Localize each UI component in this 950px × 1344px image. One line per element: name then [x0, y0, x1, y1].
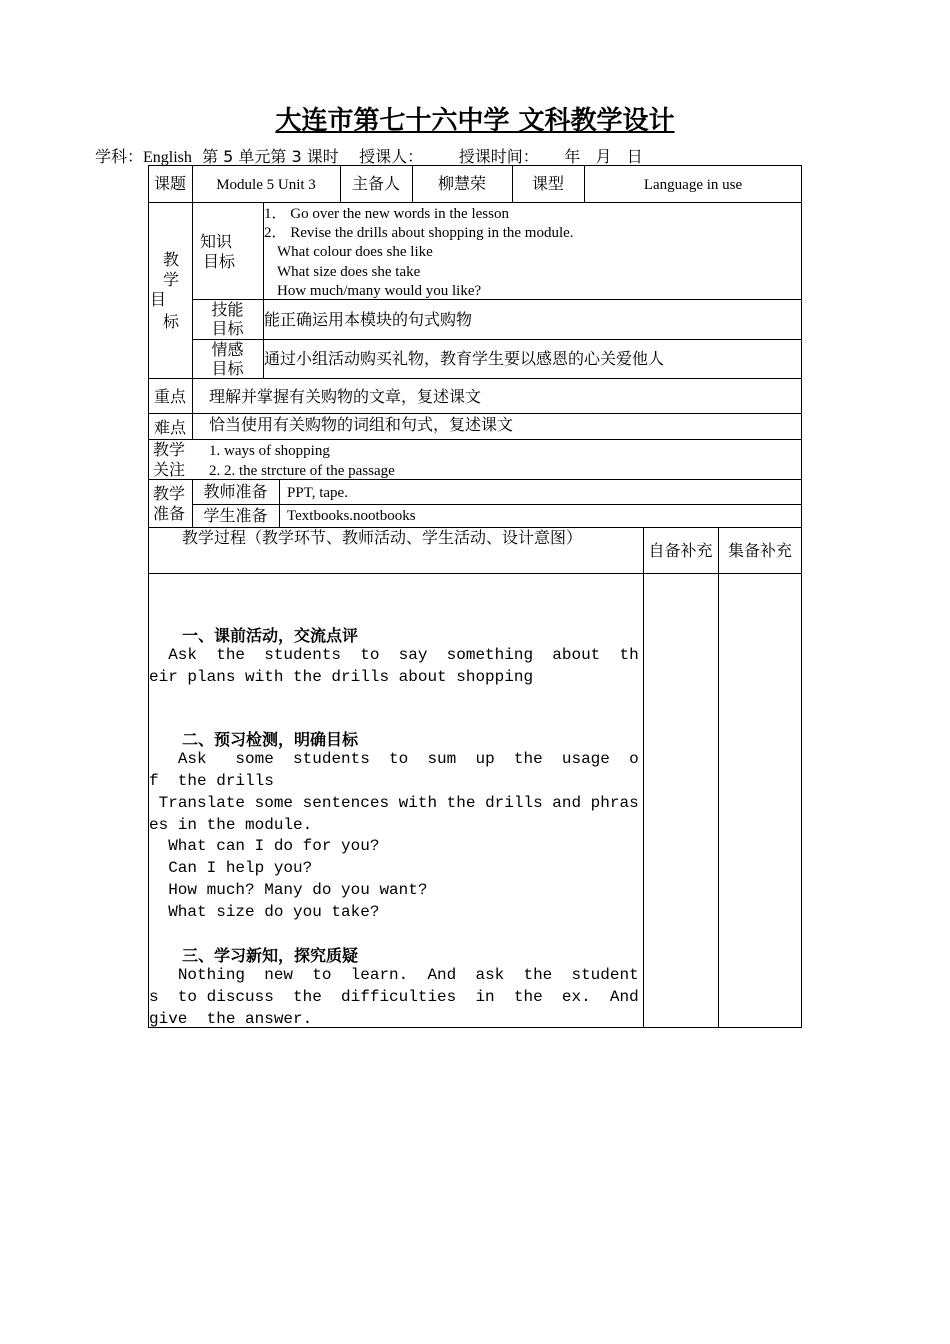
section-2-text: Ask some students to sum up the usage of the drills [149, 750, 639, 790]
section-3-text: Nothing new to learn. And ask the students to discuss the difficulties in the ex. And give the answer. [149, 966, 658, 1028]
row-divider [148, 413, 802, 414]
process-header: 教学过程（教学环节、教师活动、学生活动、设计意图） [182, 528, 583, 547]
focus-label: 关注 [153, 460, 186, 479]
date-label: 授课时间： [458, 147, 539, 166]
section-2-question: What size do you take? [149, 903, 380, 921]
knowledge-line: 2． Revise the drills about shopping in the module. [264, 225, 574, 241]
lead-value: 柳慧荣 [437, 174, 486, 193]
preparation-label: 准备 [153, 504, 186, 523]
col-divider [718, 527, 719, 1028]
type-label: 课型 [531, 174, 564, 193]
skill-label: 目标 [211, 319, 244, 338]
day-label: 日 [626, 147, 643, 166]
key-point-text: 理解并掌握有关购物的文章，复述课文 [209, 387, 482, 406]
emotion-label: 目标 [211, 359, 244, 378]
row-divider [192, 339, 802, 340]
emotion-label: 情感 [211, 340, 244, 359]
teacher-prep-label: 教师准备 [203, 482, 268, 501]
col-divider [192, 378, 193, 440]
knowledge-line: How much/many would you like? [277, 283, 482, 299]
knowledge-label: 目标 [203, 252, 236, 271]
meta-line [95, 144, 643, 167]
objectives-label-char: 教 [163, 250, 180, 269]
col-divider [643, 527, 644, 1028]
difficulty-label: 难点 [153, 418, 186, 437]
topic-label: 课题 [153, 174, 186, 193]
skill-text: 能正确运用本模块的句式购物 [264, 310, 473, 329]
row-divider [148, 573, 802, 574]
row-divider [148, 202, 802, 203]
student-prep-value: Textbooks.nootbooks [287, 508, 416, 524]
focus-line: 2. 2. the strcture of the passage [209, 463, 395, 479]
objectives-label-char: 标 [163, 312, 180, 331]
section-3-title: 三、学习新知，探究质疑 [182, 946, 359, 965]
focus-line: 1. ways of shopping [209, 443, 330, 459]
month-label: 月 [595, 147, 612, 166]
preparation-label: 教学 [153, 484, 186, 503]
focus-label: 教学 [153, 440, 186, 459]
difficulty-text: 恰当使用有关购物的词组和句式，复述课文 [209, 415, 514, 434]
knowledge-line: What size does she take [277, 264, 421, 280]
group-supplement-header: 集备补充 [727, 541, 792, 560]
section-1-text: Ask the students to say something about their plans with the drills about shopping [149, 646, 639, 686]
knowledge-line: 1． Go over the new words in the lesson [264, 206, 509, 222]
self-supplement-header: 自备补充 [648, 541, 713, 560]
skill-label: 技能 [211, 300, 244, 319]
type-value: Language in use [643, 177, 743, 193]
section-2-text: Translate some sentences with the drills and phrases in the module. [149, 794, 639, 834]
teacher-prep-value: PPT, tape. [287, 485, 348, 501]
subject-value: English [143, 149, 192, 166]
student-prep-label: 学生准备 [203, 506, 268, 525]
unit-lesson: 第 5 单元第 3 课时 [202, 147, 339, 166]
year-label: 年 [564, 147, 581, 166]
lead-label: 主备人 [351, 174, 400, 193]
document-title: 大连市第七十六中学 文科教学设计 [275, 106, 675, 136]
section-2-question: Can I help you? [149, 859, 313, 877]
objectives-label-char: 学 [163, 270, 180, 289]
objectives-label-char: 目 [150, 290, 167, 309]
section-2-question: What can I do for you? [149, 837, 380, 855]
knowledge-line: What colour does she like [277, 244, 433, 260]
teacher-label: 授课人： [359, 147, 424, 166]
section-2-question: How much? Many do you want? [149, 881, 428, 899]
key-point-label: 重点 [153, 387, 186, 406]
row-divider [148, 439, 802, 440]
knowledge-label: 知识 [200, 232, 233, 251]
topic-value: Module 5 Unit 3 [216, 177, 316, 193]
section-1-title: 一、课前活动，交流点评 [182, 626, 359, 645]
row-divider [192, 504, 802, 505]
subject-label: 学科： [95, 147, 144, 166]
section-2-title: 二、预习检测，明确目标 [182, 730, 359, 749]
emotion-text: 通过小组活动购买礼物，教育学生要以感恩的心关爱他人 [264, 349, 665, 368]
col-divider [279, 479, 280, 528]
